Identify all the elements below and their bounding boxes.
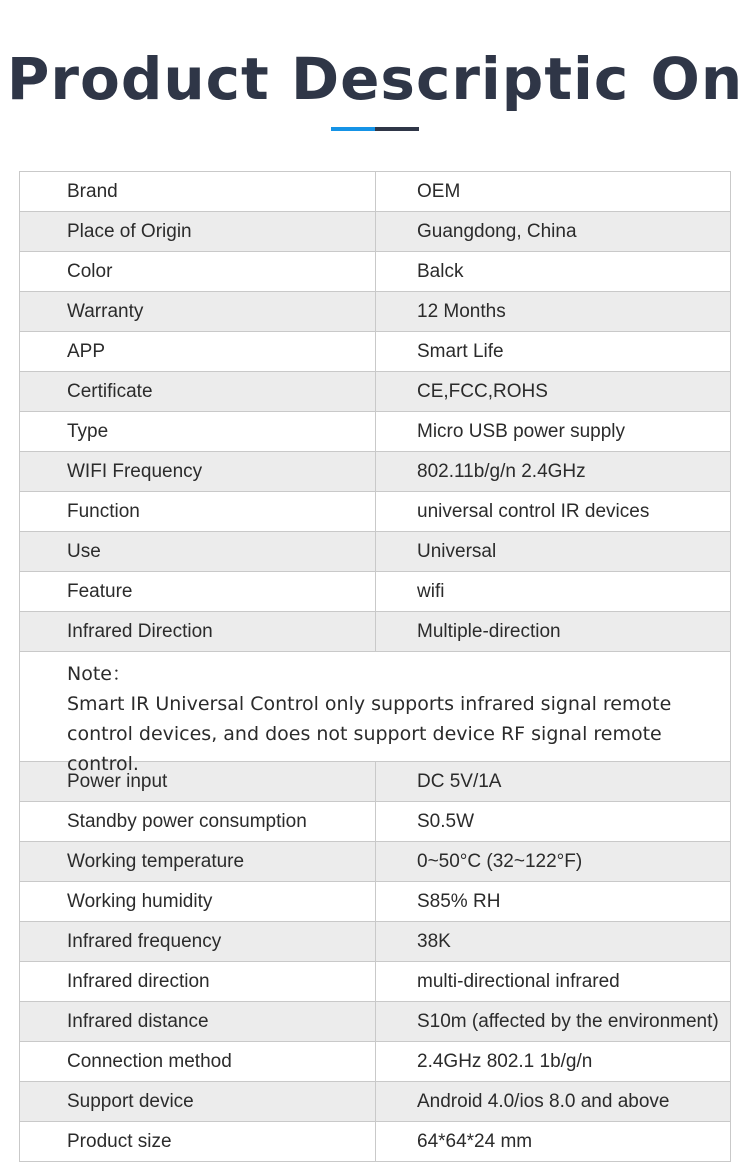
- spec-value: 2.4GHz 802.1 1b/g/n: [417, 1051, 593, 1072]
- spec-key: Infrared frequency: [20, 922, 376, 961]
- spec-value: 802.11b/g/n 2.4GHz: [417, 461, 586, 482]
- spec-row-product-size: [20, 1122, 730, 1162]
- spec-value: multi-directional infrared: [417, 971, 620, 992]
- spec-row-function: [20, 492, 730, 532]
- spec-row-app: [20, 332, 730, 372]
- spec-value: Micro USB power supply: [417, 421, 626, 442]
- spec-value: 12 Months: [417, 301, 506, 322]
- spec-value: 38K: [417, 931, 451, 952]
- spec-row-type: [20, 412, 730, 452]
- spec-value: CE,FCC,ROHS: [417, 381, 548, 402]
- spec-value: Balck: [417, 261, 464, 282]
- spec-row-support-device: [20, 1082, 730, 1122]
- page-title: Product Descriptic On: [6, 45, 744, 113]
- spec-row-warranty: [20, 292, 730, 332]
- spec-value: DC 5V/1A: [417, 771, 502, 792]
- spec-key: Support device: [20, 1082, 376, 1121]
- spec-row-use: [20, 532, 730, 572]
- spec-row-infrared-distance: [20, 1002, 730, 1042]
- spec-key: WIFI Frequency: [20, 452, 376, 491]
- spec-key: Standby power consumption: [20, 802, 376, 841]
- spec-value: Guangdong, China: [417, 221, 577, 242]
- note-block: [20, 652, 730, 775]
- spec-key: Place of Origin: [20, 212, 376, 251]
- spec-value: 0~50°C (32~122°F): [417, 851, 583, 872]
- spec-value: S85% RH: [417, 891, 501, 912]
- spec-value: S10m (affected by the environment): [417, 1011, 719, 1032]
- spec-key: Feature: [20, 572, 376, 611]
- spec-key: Certificate: [20, 372, 376, 411]
- spec-row-wifi-frequency: [20, 452, 730, 492]
- spec-row-infrared-direction: [20, 612, 730, 652]
- note-text: Smart IR Universal Control only supports infrared signal remote control devices, and does not support device RF signal remote control.: [67, 693, 672, 775]
- spec-row-color: [20, 252, 730, 292]
- spec-key: Brand: [20, 172, 376, 211]
- spec-value: Universal: [417, 541, 497, 562]
- spec-row-infrared-direction-detail: [20, 962, 730, 1002]
- spec-value: 64*64*24 mm: [417, 1131, 533, 1152]
- spec-key: Infrared distance: [20, 1002, 376, 1041]
- spec-key: Infrared direction: [20, 962, 376, 1001]
- spec-key: Warranty: [20, 292, 376, 331]
- spec-row-power-input: [20, 762, 730, 802]
- spec-row-feature: [20, 572, 730, 612]
- spec-table: [19, 171, 731, 1162]
- spec-value: wifi: [417, 581, 445, 602]
- note-title: Note：: [67, 663, 131, 685]
- spec-value: OEM: [417, 181, 461, 202]
- spec-key: Working temperature: [20, 842, 376, 881]
- spec-key: Infrared Direction: [20, 612, 376, 651]
- spec-key: Connection method: [20, 1042, 376, 1081]
- spec-row-working-humidity: [20, 882, 730, 922]
- spec-row-standby-power: [20, 802, 730, 842]
- spec-row-certificate: [20, 372, 730, 412]
- spec-row-connection-method: [20, 1042, 730, 1082]
- spec-key: Type: [20, 412, 376, 451]
- spec-value: Smart Life: [417, 341, 504, 362]
- spec-value: S0.5W: [417, 811, 475, 832]
- spec-row-place-of-origin: [20, 212, 730, 252]
- underline-dark-segment: [375, 127, 419, 131]
- spec-row-brand: [20, 172, 730, 212]
- spec-key: Product size: [20, 1122, 376, 1161]
- spec-value: universal control IR devices: [417, 501, 650, 522]
- spec-key: APP: [20, 332, 376, 371]
- underline-blue-segment: [331, 127, 375, 131]
- spec-row-infrared-frequency: [20, 922, 730, 962]
- spec-key: Use: [20, 532, 376, 571]
- spec-value: Android 4.0/ios 8.0 and above: [417, 1091, 670, 1112]
- spec-key: Working humidity: [20, 882, 376, 921]
- spec-key: Color: [20, 252, 376, 291]
- spec-value: Multiple-direction: [417, 621, 561, 642]
- spec-key: Power input: [20, 762, 376, 801]
- title-underline: [331, 127, 419, 131]
- spec-key: Function: [20, 492, 376, 531]
- spec-row-working-temperature: [20, 842, 730, 882]
